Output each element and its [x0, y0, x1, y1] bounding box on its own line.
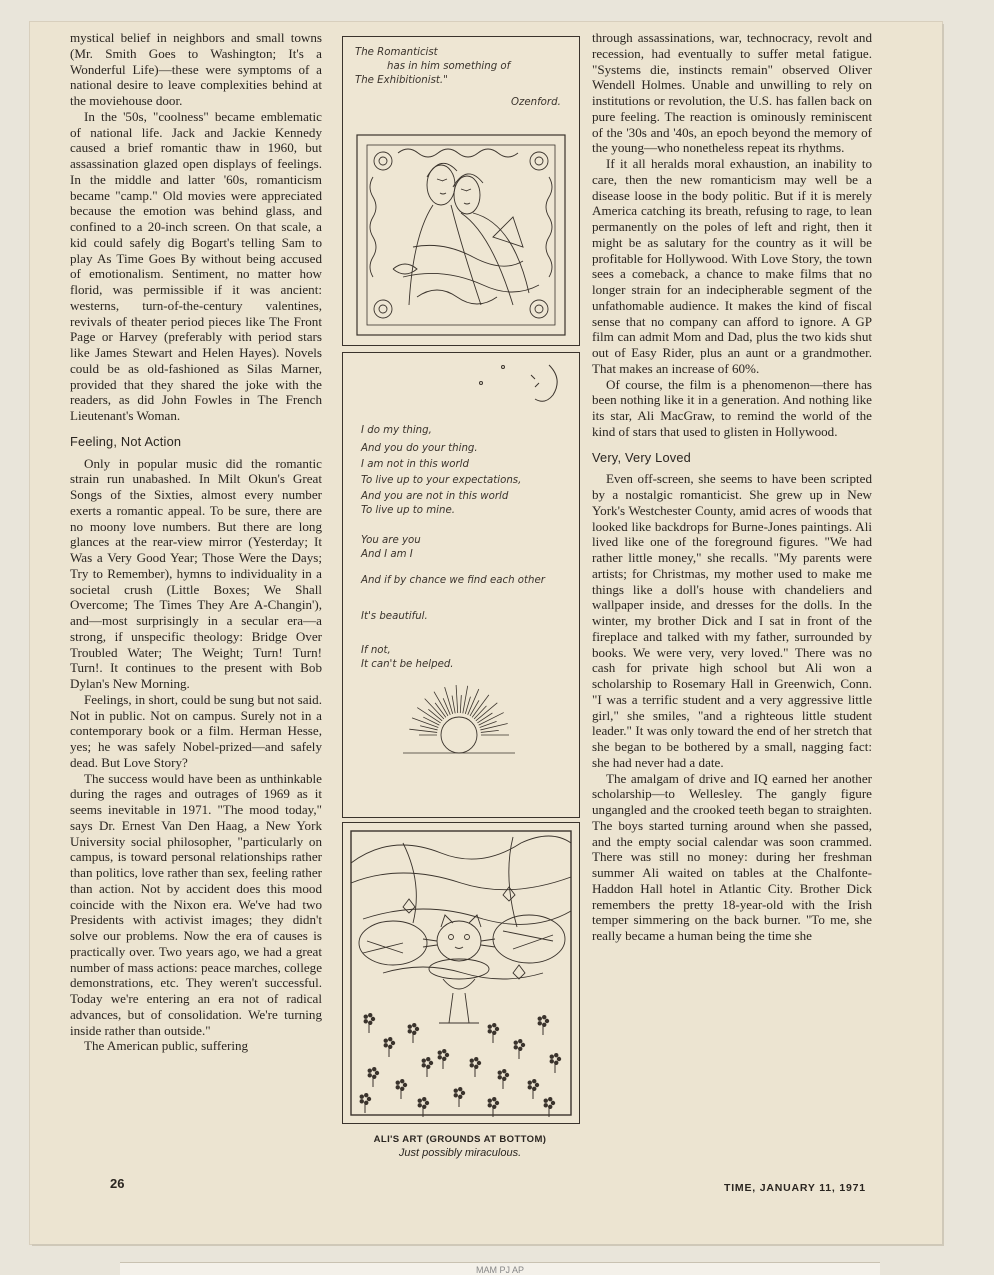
flower-petal: [412, 1023, 416, 1027]
poem-line: And I am I: [361, 549, 413, 560]
flower-petal: [454, 1093, 458, 1097]
flower-petal: [535, 1083, 539, 1087]
romantic-couple-drawing: [343, 37, 579, 345]
flower-petal: [528, 1085, 532, 1089]
flower-petal: [384, 1043, 388, 1047]
sun-ray-line: [456, 685, 458, 713]
flower-petal: [548, 1097, 552, 1101]
flower-petal: [498, 1075, 502, 1079]
sun-ray-line: [443, 698, 450, 715]
caption-title: ALI'S ART (GROUNDS AT BOTTOM): [373, 1134, 547, 1145]
flower-petal: [544, 1098, 548, 1102]
flower-petal: [557, 1057, 561, 1061]
art-frame-romanticist: [342, 36, 580, 346]
flower-petal: [384, 1038, 388, 1042]
flower-petal: [364, 1093, 368, 1097]
flower-petal: [360, 1094, 364, 1098]
flower-petal: [488, 1098, 492, 1102]
sun-ray-line: [480, 723, 507, 729]
paragraph: The success would have been as unthinkable during the rages and outrages of 1969 as it seems inevitable in 1971. "The mood today," says Dr. Ernest Van Den Haag, a New York University social philosopher, "particularly on campus, is toward personal relationships rather than politics, love rather than sex, feeling rather than action. Not by accident does this mood coincide with the Nixon era. We've had two Presidents with activist images; they didn't solve our problems. Now the era of causes is practically over. Two years ago, we had a great number of mass actions: peace marches, college demonstrations, etc. They weren't successful. Today we're entering an era not of radical advances, but of consolidation. We're turning inside rather than outside.": [70, 770, 322, 1038]
flower-petal: [438, 1055, 442, 1059]
flower-petal: [458, 1087, 462, 1091]
flower-petal: [422, 1058, 426, 1062]
poem-line: And you do your thing.: [361, 443, 478, 454]
page-number: 26: [110, 1176, 125, 1191]
art-text: The Exhibitionist.": [355, 75, 448, 86]
poem-line: It's beautiful.: [361, 611, 428, 622]
flower-petal: [360, 1099, 364, 1103]
sun-ray-line: [423, 717, 439, 725]
flower-petal: [442, 1049, 446, 1053]
flower-petal: [550, 1054, 554, 1058]
sun-ray-line: [425, 699, 444, 719]
flower-petal: [542, 1015, 546, 1019]
flower-petal: [498, 1070, 502, 1074]
archive-stamp: MAM PJ AP: [120, 1262, 880, 1275]
flower-petal: [470, 1058, 474, 1062]
flower-petal: [518, 1039, 522, 1043]
flower-petal: [418, 1103, 422, 1107]
flower-petal: [408, 1029, 412, 1033]
paragraph: Of course, the film is a phenomenon—there has been nothing like it in a generation. And nothing like its star, Ali MacGraw, to remind the world of the kind of stars that used to glisten in Hollywood.: [592, 376, 872, 439]
flower-petal: [415, 1027, 419, 1031]
flower-petal: [495, 1027, 499, 1031]
poem-line: To live up to your expectations,: [361, 475, 522, 486]
flower-petal: [375, 1071, 379, 1075]
flower-petal: [492, 1023, 496, 1027]
flower-petal: [551, 1101, 555, 1105]
section-heading: Very, Very Loved: [592, 449, 691, 465]
flower-petal: [505, 1073, 509, 1077]
poem-line: And if by chance we find each other: [361, 575, 545, 586]
flower-petal: [538, 1021, 542, 1025]
flower-petal: [429, 1061, 433, 1065]
flower-petal: [488, 1029, 492, 1033]
flower-petal: [422, 1063, 426, 1067]
art-text: The Romanticist: [355, 47, 438, 58]
paragraph: If it all heralds moral exhaustion, an inability to care, then the new romanticism may well be a disease loose in the body politic. But if it is merely America catching its breath, refusing to rage, to lean permanently on the poles of left and right, then it might be as salutary for the country as it will be profitable for Hollywood. With Love Story, the town sees a comeback, a chance to make films that no longer strain for an indecipherable segment of the unfathomable audience. It makes the kind of fiscal sense that no company can afford to ignore. A GP film can admit Mom and Dad, plus the two kids shut out of Easy Rider, plus an aunt or a grandmother. That makes an increase of 60%.: [592, 156, 872, 376]
flower-petal: [388, 1037, 392, 1041]
paragraph: Even off-screen, she seems to have been scripted by a nostalgic romanticist. She grew up in New York's Westchester County, amid acres of woods that looked like backdrops for Burne-Jones paintings. Ali lived like one of the foreground figures. "We had rather little money," she recalls. "My parents were artists; for Christmas, my mother used to make me things like a doll's house with chandeliers and wallpaper inside, and dresses for the dolls. In the winter, my brother Dick and I sat in front of the fireplace and talked with my father, surrounded by books. We were very, very loved." There was no cash for private high school but Ali won a scholarship to Rosemary Hall in Greenwich, Conn. "I was a terrific student and a very aggressive little girl," she smiles, "and a righteous little student leader." It was only toward the end of her stretch that she began to be bothered by a small, nagging fact: she had never had a date.: [592, 471, 872, 770]
poem-line: It can't be helped.: [361, 659, 454, 670]
flower-petal: [554, 1053, 558, 1057]
column-right: [592, 30, 872, 944]
poem-line: You are you: [361, 535, 421, 546]
sun-ray-line: [452, 696, 455, 714]
flower-petal: [408, 1024, 412, 1028]
poem-line: I am not in this world: [361, 459, 469, 470]
art-text: has in him something of: [387, 61, 511, 72]
flower-petal: [514, 1045, 518, 1049]
flower-petal: [532, 1079, 536, 1083]
art-signature: Ozenford.: [511, 97, 561, 108]
flower-petal: [528, 1080, 532, 1084]
paragraph: mystical belief in neighbors and small towns (Mr. Smith Goes to Washington; It's a Wonderful Life)—these were symptoms of a national desire to leave complexities behind at the moviehouse door.: [70, 30, 322, 108]
flower-petal: [403, 1083, 407, 1087]
issue-footer: TIME, JANUARY 11, 1971: [724, 1182, 866, 1194]
paragraph: The amalgam of drive and IQ earned her another scholarship—to Wellesley. The gangly figure ungangled and the crooked teeth began to straighten. The boys started turning around when she passed, and the empty social calendar was soon crammed. There was still no money: during her freshman summer Ali waited on tables at the Chalfonte-Haddon Hall hotel in Atlantic City. Brother Dick remembers the pretty 18-year-old with the Irish temper simmering on the back burner. "To me, she really became a human being the time she: [592, 770, 872, 943]
sun-ray-line: [445, 687, 453, 714]
paragraph: through assassinations, war, technocracy, revolt and recession, had eventually to suffer metal fatigue. "Systems die, instincts remain" observed Oliver Wendell Holmes. Unable and unwilling to rely on institutions or revolution, the U.S. has fallen back on pure feeling. The reaction is ominously reminiscent of the '30s and '40s, an epoch beyond the memory of the young—who nonetheless repeat its rhythms.: [592, 30, 872, 156]
poem-line: I do my thing,: [361, 425, 432, 436]
flower-petal: [492, 1097, 496, 1101]
flower-petal: [538, 1016, 542, 1020]
flower-petal: [461, 1091, 465, 1095]
flower-petal: [454, 1088, 458, 1092]
flower-petal: [371, 1017, 375, 1021]
sun-ray-line: [465, 697, 470, 714]
paragraph: The American public, suffering: [84, 1038, 249, 1054]
flower-petal: [368, 1068, 372, 1072]
paragraph: Only in popular music did the romantic strain run unabashed. In Milt Okun's Great Songs of the Sixties, almost every number exerts a romantic appeal. To be sure, there are no moony love numbers. But there are long glances at the rear-view mirror (Yesterday; It Was a Very Good Year; Those Were the Days; Try to Remember), hymns to individuality in a societal crush (Little Boxes; We Shall Overcome; The Times They Are A-Changin'), and—most surprisingly in a secular era—a strong, if unspecific theology: Bridge Over Troubled Water; The Weight; Turn! Turn! Turn!. It continues to the present with Bob Dylan's New Morning.: [70, 455, 322, 691]
flower-petal: [364, 1014, 368, 1018]
flower-petal: [488, 1103, 492, 1107]
art-frame-cat-garden: [342, 822, 580, 1124]
flower-petal: [425, 1101, 429, 1105]
flower-petal: [396, 1085, 400, 1089]
flower-petal: [495, 1101, 499, 1105]
flower-petal: [368, 1073, 372, 1077]
flower-petal: [367, 1097, 371, 1101]
flower-petal: [470, 1063, 474, 1067]
flower-petal: [550, 1059, 554, 1063]
flower-petal: [400, 1079, 404, 1083]
poem-line: If not,: [361, 645, 391, 656]
flower-petal: [545, 1019, 549, 1023]
section-heading: Feeling, Not Action: [70, 433, 182, 449]
paragraph: In the '50s, "coolness" became emblematic of national life. Jack and Jackie Kennedy caused a brief romantic thaw in 1960, but assassination glazed open displays of feelings. In the middle and latter '60s, romanticism became "camp." Old movies were appreciated because the emotion was behind glass, and confined to a 20-inch screen. On that scale, a kid could safely dig Bogart's telling Sam to play As Time Goes By without being accused of emotionalism. Sentiment, no matter how florid, was permissible if it was ancient: westerns, turn-of-the-century valentines, revivals of theater period pieces like The Front Page or Harvey (preferably with period stars like James Stewart and Helen Hayes). Novels could be as old-fashioned as Silas Marner, provided that they shared the joke with the readers, as did John Fowles in The French Lieutenant's Woman.: [70, 108, 322, 423]
sun-ray-line: [476, 703, 497, 721]
sun-ray-line: [460, 695, 461, 713]
flower-petal: [368, 1013, 372, 1017]
poem-line: And you are not in this world: [361, 491, 509, 502]
caption-subtitle: Just possibly miraculous.: [398, 1147, 522, 1159]
flower-petal: [364, 1019, 368, 1023]
cat-garden-drawing: [343, 823, 579, 1123]
flower-petal: [422, 1097, 426, 1101]
flower-petal: [488, 1024, 492, 1028]
flower-petal: [426, 1057, 430, 1061]
flower-petal: [445, 1053, 449, 1057]
flower-petal: [544, 1103, 548, 1107]
flower-petal: [372, 1067, 376, 1071]
flower-petal: [418, 1098, 422, 1102]
sun-ray-line: [481, 730, 499, 732]
column-left: [70, 30, 322, 1054]
art-frame-poem: [342, 352, 580, 818]
flower-petal: [396, 1080, 400, 1084]
flower-petal: [477, 1061, 481, 1065]
image-caption: [342, 1134, 578, 1159]
flower-petal: [502, 1069, 506, 1073]
flower-petal: [391, 1041, 395, 1045]
flower-petal: [474, 1057, 478, 1061]
flower-petal: [438, 1050, 442, 1054]
flower-petal: [514, 1040, 518, 1044]
sun-ray-line: [409, 729, 437, 732]
flower-petal: [521, 1043, 525, 1047]
poem-line: To live up to mine.: [361, 505, 455, 516]
paragraph: Feelings, in short, could be sung but not said. Not in public. Not on campus. Surely not in a contemporary book or a film. Herman Hesse, yes; he was safely Nobel-prized—and safely dead. But Love Story?: [70, 691, 322, 770]
